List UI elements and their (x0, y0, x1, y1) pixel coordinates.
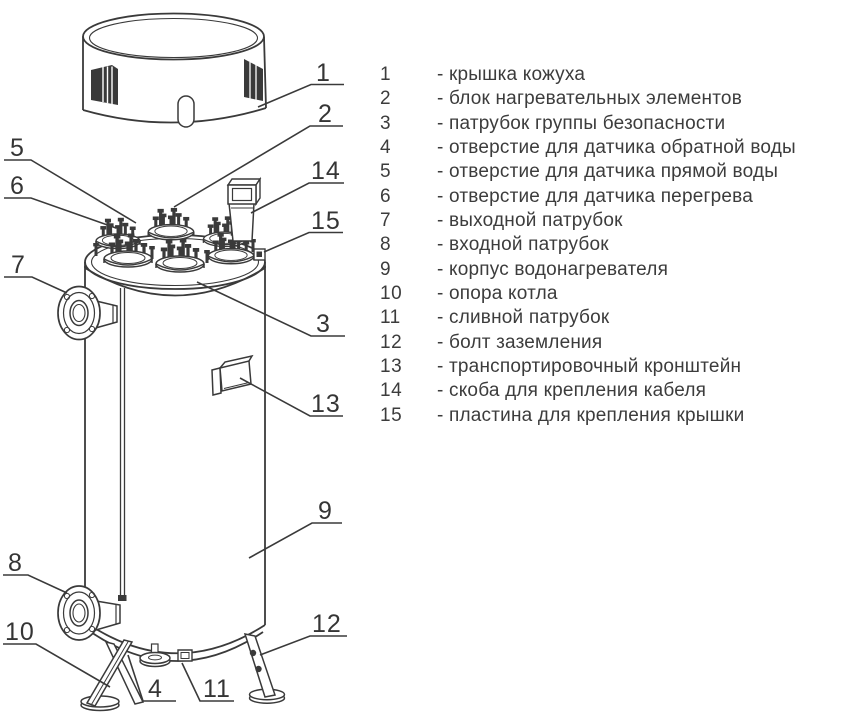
callout-15 (264, 207, 343, 252)
legend-num: 5 (380, 161, 392, 183)
callout-5-label: 5 (10, 134, 25, 162)
water-heater-diagram (0, 0, 372, 726)
legend-num: 12 (380, 331, 403, 353)
callout-7 (4, 251, 67, 293)
legend-num: 4 (380, 137, 392, 159)
callout-1-label: 1 (316, 59, 331, 87)
callout-4-label: 4 (148, 675, 163, 703)
legend-item-5 (374, 160, 852, 184)
legend-text: - болт заземления (437, 331, 603, 353)
legend-num: 7 (380, 210, 392, 232)
legend-item-7 (374, 209, 852, 233)
cap-lid (83, 13, 266, 127)
legend-item-12 (374, 331, 852, 355)
legend-item-10 (374, 282, 852, 306)
callout-10-label: 10 (5, 618, 35, 646)
legend-text: - входной патрубок (437, 234, 609, 256)
legend-item-4 (374, 136, 852, 160)
legend-num: 15 (380, 404, 403, 426)
legend-text: - выходной патрубок (437, 210, 623, 232)
callout-3-label: 3 (316, 310, 331, 338)
legend-num: 11 (380, 307, 401, 329)
vent-louver-left (91, 65, 118, 105)
legend-text: - отверстие для датчика прямой воды (437, 161, 779, 183)
legend-num: 1 (380, 64, 392, 85)
callout-13-label: 13 (311, 390, 341, 418)
legend-text: - крышка кожуха (437, 64, 586, 85)
legend-item-6 (374, 185, 852, 209)
drain-fitting (178, 650, 192, 661)
legend-text: - корпус водонагревателя (437, 258, 669, 280)
cap-cable-hole (178, 96, 194, 127)
cover-plate-tab (254, 249, 265, 260)
callout-14 (251, 157, 344, 213)
legend-item-8 (374, 233, 852, 257)
legend-num: 2 (380, 88, 392, 110)
callout-2-label: 2 (318, 100, 333, 128)
callout-11 (182, 663, 234, 703)
callout-7-label: 7 (11, 251, 26, 279)
legend-text: - отверстие для датчика перегрева (437, 185, 753, 207)
callout-6-label: 6 (10, 172, 25, 200)
legend-item-14 (374, 379, 852, 403)
callout-12-label: 12 (312, 610, 342, 638)
callout-11-label: 11 (203, 675, 231, 703)
legend-text: - скоба для крепления кабеля (437, 380, 707, 402)
legend-text: - патрубок группы безопасности (437, 112, 726, 134)
callout-8 (3, 549, 67, 593)
legend-num: 6 (380, 185, 392, 207)
legend-text: - сливной патрубок (437, 307, 610, 329)
legend-num: 14 (380, 380, 403, 402)
legend-text: - пластина для крепления крышки (437, 404, 745, 426)
legend-text: - отверстие для датчика обратной воды (437, 137, 796, 159)
legend-item-11 (374, 306, 852, 330)
callout-9-label: 9 (318, 497, 333, 525)
legend-text: - блок нагревательных элементов (437, 88, 742, 110)
legend-num: 10 (380, 283, 403, 305)
legend-num: 8 (380, 234, 392, 256)
legend-text: - опора котла (437, 283, 558, 305)
legend-num: 13 (380, 356, 403, 378)
legend-item-2 (374, 87, 852, 111)
legend-item-3 (374, 112, 852, 136)
legend-item-15 (374, 404, 852, 428)
callout-8-label: 8 (8, 549, 23, 577)
legend-item-9 (374, 258, 852, 282)
callout-12 (260, 610, 347, 655)
legend-text: - транспортировочный кронштейн (437, 356, 742, 378)
grounding-bolt (250, 650, 256, 656)
callout-15-label: 15 (311, 207, 341, 235)
legend-num: 9 (380, 258, 392, 280)
callout-14-label: 14 (311, 157, 341, 185)
legend-num: 3 (380, 112, 392, 134)
legend-item-1 (374, 63, 852, 87)
legend (374, 63, 852, 428)
legend-item-13 (374, 355, 852, 379)
